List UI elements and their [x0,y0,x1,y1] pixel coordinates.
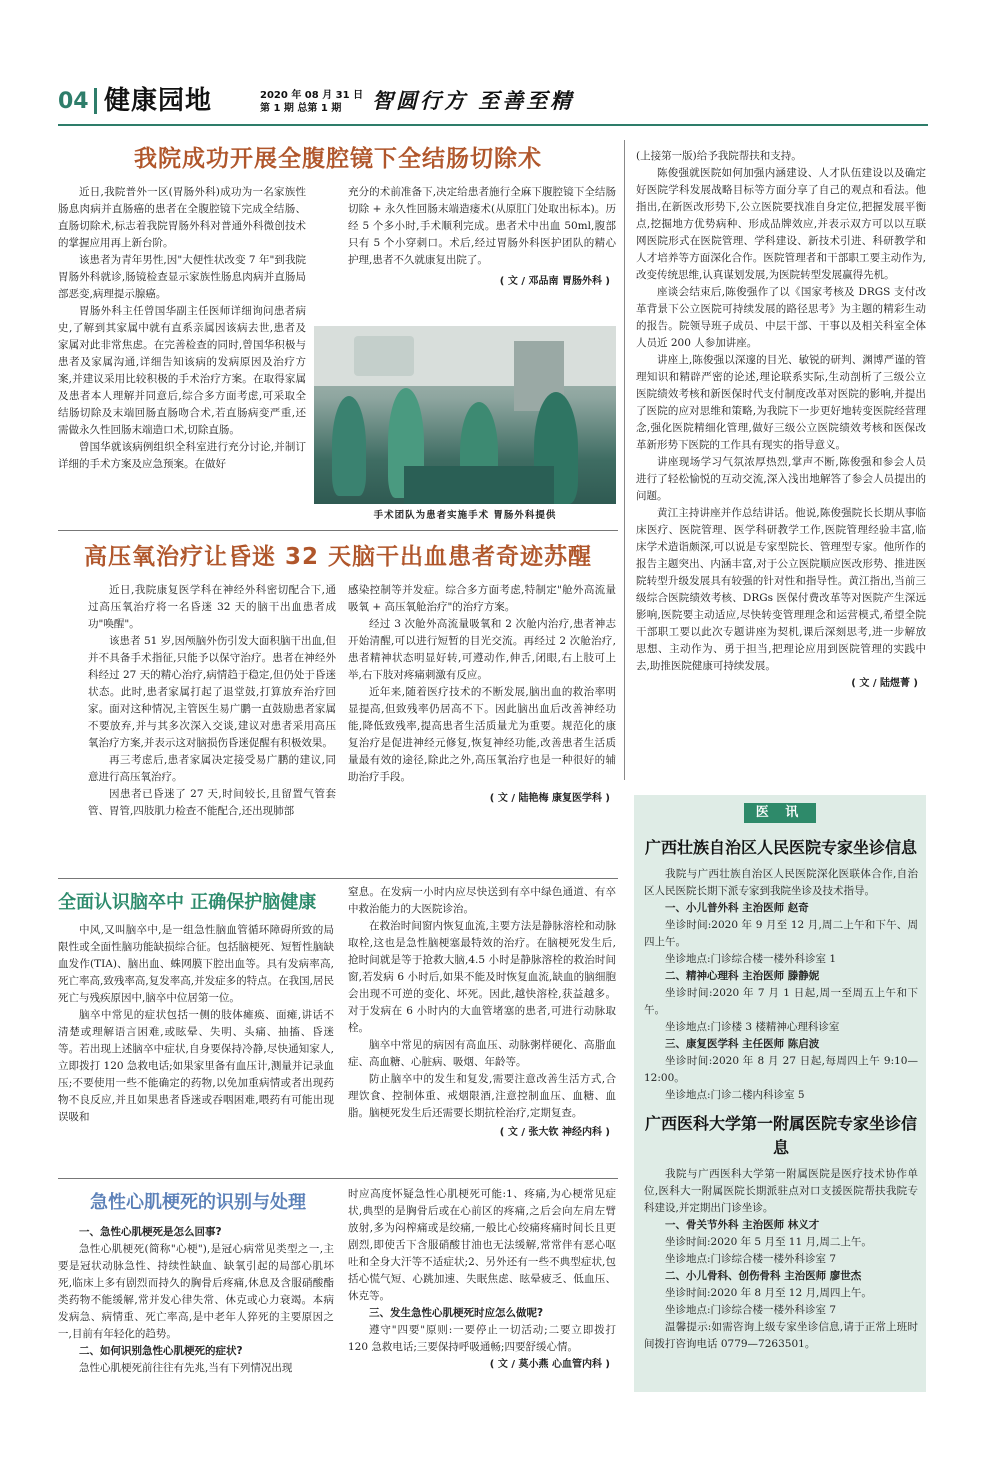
article3-byline: ( 文 / 张大钦 神经内科 ) [499,1127,610,1138]
continued-byline: ( 文 / 陆煜菁 ) [851,678,918,689]
expert-name: 二、小儿骨科、创伤骨科 主治医师 廖世杰 [665,1270,862,1282]
article3-col2 [348,884,616,1141]
expert-time: 坐诊时间:2020 年 5 月至 11 月,周二上午。 [665,1236,872,1248]
article2-title: 高压氧治疗让昏迷 32 天脑干出血患者奇迹苏醒 [83,544,593,570]
article3-para: 中风,又叫脑卒中,是一组急性脑血管循环障碍所致的局限性或全面性脑功能缺损综合征。包括脑梗死、短暂性脑缺血发作(TIA)、脑出血、蛛网膜下腔出血等。具有发病率高,死亡率高,致残率高,复发率高,并发症多的特点。在我国,居民死亡与残疾原因中,脑卒中位居第一位。 [58,924,334,1004]
expert-heading: 广西壮族自治区人民医院专家坐诊信息 [644,838,917,857]
article1-col1 [58,184,306,473]
header-rule [58,124,928,126]
expert-time: 坐诊时间:2020 年 7 月 1 日起,周一至周五上午和下午。 [644,987,918,1016]
expert-intro: 我院与广西壮族自治区人民医院深化医联体合作,自治区人民医院长期下派专家到我院坐诊及技术指导。 [644,868,918,897]
expert-time: 坐诊时间:2020 年 8 月至 12 月,周四上午。 [665,1287,872,1299]
contact-note: 温馨提示:如需咨询上级专家坐诊信息,请于正常上班时间拨打咨询电话 0779—7263501。 [644,1321,918,1350]
article4-subheading: 三、发生急性心肌梗死时应怎么做呢? [369,1307,544,1319]
article3-para: 脑卒中常见的症状包括一侧的肢体瘫痪、面瘫,讲话不清楚或理解语言困难,或眩晕、失明、头痛、抽搐、昏迷等。若出现上述脑卒中症状,自身要保持冷静,尽快通知家人,立即拨打 120 急救电话;如果家里备有血压计,测量并记录血压;不要使用一些不能确定的药物,以免加重病情或者出现药物不良反应,并且如果患者昏迷或吞咽困难,喂药有可能出现误吸和 [58,1009,334,1123]
expert-location: 坐诊地点:门诊楼 3 楼精神心理科诊室 [665,1021,840,1033]
article1-para: 充分的术前准备下,决定给患者施行全麻下腹腔镜下全结肠切除 + 永久性回肠末端造瘘术(从原肛门处取出标本)。历经 5 个多小时,手术顺利完成。患者术中出血 50ml,腹部只有 5 个小穿刺口。术后,经过胃肠外科医护团队的精心护理,患者不久就康复出院了。 [348,186,616,266]
surgery-photo [314,326,616,504]
expert-location: 坐诊地点:门诊综合楼一楼外科诊室 1 [665,953,837,965]
article3-title: 全面认识脑卒中 正确保护脑健康 [58,892,317,913]
article4-title: 急性心肌梗死的识别与处理 [90,1192,306,1213]
expert-time: 坐诊时间:2020 年 9 月至 12 月,周二上午和下午、周四上午。 [644,919,918,948]
section-rule [58,530,618,531]
expert-name: 一、骨关节外科 主治医师 林义才 [665,1219,820,1231]
article1-col2 [348,184,616,290]
article4-subheading: 一、急性心肌梗死是怎么回事? [79,1226,222,1238]
article1-para: 该患者为青年男性,因"大便性状改变 7 年"到我院胃肠外科就诊,肠镜检查显示家族性肠息肉病并直肠局部恶变,病理提示腺癌。 [58,254,306,300]
expert-location: 坐诊地点:门诊综合楼一楼外科诊室 7 [665,1304,837,1316]
article2-para: 感染控制等并发症。综合多方面考虑,特制定"舱外高流量吸氧 + 高压氧舱治疗"的治疗方案。 [348,584,616,613]
motto: 智圆行方 至善至精 [372,88,575,113]
expert-time: 坐诊时间:2020 年 8 月 27 日起,每周四上午 9:10—12:00。 [644,1055,918,1084]
article3-para: 防止脑卒中的发生和复发,需要注意改善生活方式,合理饮食、控制体重、戒烟限酒,注意控制血压、血糖、血脂。脑梗死发生后还需要长期抗栓治疗,定期复查。 [348,1073,616,1119]
continued-para: (上接第一版)给予我院帮扶和支持。 [636,150,802,162]
article4-byline: ( 文 / 莫小燕 心血管内科 ) [489,1359,610,1370]
article4-para: 时应高度怀疑急性心肌梗死可能:1、疼痛,为心梗常见症状,典型的是胸骨后或在心前区的疼痛,之后会向左肩左臂放射,多为闷榨痛或是绞痛,一般比心绞痛疼痛时间长且更剧烈,即使舌下含服硝酸甘油也无法缓解,常常伴有恶心呕吐和全身大汗等不适症状;2、另外还有一些不典型症状,包括心慌气短、心跳加速、失眠焦虑、眩晕疲乏、低血压、休克等。 [348,1188,616,1302]
article2-para: 近日,我院康复医学科在神经外科密切配合下,通过高压氧治疗将一名昏迷 32 天的脑干出血患者成功"唤醒"。 [88,584,336,630]
continued-para: 座谈会结束后,陈俊强作了以《国家考核及 DRGS 支付改革背景下公立医院可持续发展的路径思考》为主题的精彩生动的报告。院领导班子成员、中层干部、干事以及相关科室全体人员近 200 人参加讲座。 [636,286,926,349]
section-rule [58,1178,618,1179]
continued-para: 陈俊强就医院如何加强内涵建设、人才队伍建设以及确定好医院学科发展战略目标等方面分享了自己的观点和看法。他指出,在新医改形势下,公立医院要找准自身定位,把握发展平衡点,挖掘地方优势病种、形成品牌效应,并表示双方可以以互联网医院形式在医院管理、学科建设、新技术引进、科研教学和人才培养等方面深化合作。医院管理者和干部职工要主动作为,改变传统思维,认真谋划发展,为医院转型发展赢得先机。 [636,167,926,281]
article4-para: 急性心肌梗死前往往有先兆,当有下列情况出现 [79,1362,293,1374]
header-divider [94,88,97,114]
article4-para: 急性心肌梗死(简称"心梗"),是冠心病常见类型之一,主要是冠状动脉急性、持续性缺血、缺氧引起的局部心肌坏死,临床上多有剧烈而持久的胸骨后疼痛,休息及含服硝酸酯类药物不能缓解,常并发心律失常、休克或心力衰竭。本病发病急、病情重、死亡率高,是中老年人猝死的主要原因之一,目前有年轻化的趋势。 [58,1243,334,1340]
article2-para: 经过 3 次舱外高流量吸氧和 2 次舱内治疗,患者神志开始清醒,可以进行短暂的目光交流。再经过 2 次舱治疗,患者精神状态明显好转,可遵动作,伸舌,闭眼,右上肢可上举,右下肢对疼痛刺激有反应。 [348,618,616,681]
article2-col1 [88,582,336,820]
article1-para: 近日,我院普外一区(胃肠外科)成功为一名家族性肠息肉病并直肠癌的患者在全腹腔镜下完成全结肠、直肠切除术,标志着我院胃肠外科对普通外科微创技术的掌握应用再上新台阶。 [58,186,306,249]
expert-location: 坐诊地点:门诊二楼内科诊室 5 [665,1089,805,1101]
continued-para: 讲座上,陈俊强以深邃的目光、敏锐的研判、渊博严谨的管理知识和精辟严密的论述,理论联系实际,生动剖析了三级公立医院绩效考核和新医保时代支付制度改革对医院的影响,并提出了医院的应对思维和策略,为我院下一步更好地转变医院经营理念,强化医院精细化管理,做好三级公立医院绩效考核和医保改革新形势下医院的工作具有现实的指导意义。 [636,354,926,451]
expert-heading: 广西医科大学第一附属医院专家坐诊信息 [644,1114,917,1157]
issue-number: 第 1 期 总第 1 期 [260,103,342,114]
article1-para: 曾国华就该病例组织全科室进行充分讨论,并制订详细的手术方案及应急预案。在做好 [58,441,306,470]
article3-col1 [58,922,334,1126]
article4-subheading: 二、如何识别急性心肌梗死的症状? [79,1345,243,1357]
expert-info-section [644,836,918,1353]
expert-intro: 我院与广西医科大学第一附属医院是医疗技术协作单位,医科大一附属医院长期派驻点对口支援医院帮扶我院专科建设,并定期出门诊坐诊。 [644,1168,918,1214]
article4-para: 遵守"四要"原则:一要停止一切活动;二要立即拨打 120 急救电话;三要保持呼吸通畅;四要舒缓心情。 [348,1324,616,1353]
page-number: 04 [58,89,89,114]
article1-para: 胃肠外科主任曾国华副主任医师详细询问患者病史,了解到其家属中就有直系亲属因该病去世,患者及家属对此非常焦虑。在完善检查的同时,曾国华积极与患者及家属沟通,详细告知该病的发病原因及治疗方案,并建议采用比较积极的手术治疗方案。在取得家属及患者本人理解并同意后,综合多方面考虑,可采取全结肠切除及末端回肠直肠吻合术,若直肠病变严重,还需做永久性回肠末端造口术,切除直肠。 [58,305,306,436]
article3-para: 脑卒中常见的病因有高血压、动脉粥样硬化、高脂血症、高血糖、心脏病、吸烟、年龄等。 [348,1039,616,1068]
continued-article [636,148,926,692]
article3-para: 窒息。在发病一小时内应尽快送到有卒中绿色通道、有卒中救治能力的大医院诊治。 [348,886,616,915]
issue-date: 2020 年 08 月 31 日 [260,90,364,101]
photo-caption: 手术团队为患者实施手术 胃肠外科提供 [373,510,557,521]
article4-col2 [348,1186,616,1373]
expert-name: 三、康复医学科 主任医师 陈启波 [665,1038,820,1050]
section-rule [58,878,618,879]
article1-byline: ( 文 / 邓品南 胃肠外科 ) [499,276,610,287]
article1-title: 我院成功开展全腹腔镜下全结肠切除术 [134,146,542,172]
issue-info [260,89,363,115]
medical-news-tab: 医 讯 [744,803,816,823]
column-divider [624,140,625,780]
article2-para: 因患者已昏迷了 27 天,时间较长,且留置气管套管、胃管,四肢肌力检查不能配合,还出现肺部 [88,788,336,817]
continued-para: 黄江主持讲座并作总结讲话。他说,陈俊强院长长期从事临床医疗、医院管理、医学科研教学工作,医院管理经验丰富,临床学术造诣颇深,可以说是专家型院长、管理型专家。他所作的报告主题突出、内涵丰富,对于公立医院顺应医改形势、推进医院转型升级发展具有较强的针对性和指导性。黄江指出,当前三级综合医院绩效考核、DRGs 医保付费改革等对医院产生深远影响,医院要主动适应,尽快转变管理理念和运营模式,希望全院干部职工要以此次专题讲座为契机,课后深刻思考,进一步解放思想、主动作为、勇于担当,把理论应用到医院管理的实践中去,助推医院健康可持续发展。 [636,507,926,672]
article4-col1 [58,1224,334,1377]
article2-para: 近年来,随着医疗技术的不断发展,脑出血的救治率明显提高,但致残率仍居高不下。因此脑出血后改善神经功能,降低致残率,提高患者生活质量尤为重要。规范化的康复治疗是促进神经元修复,恢复神经功能,改善患者生活质量最有效的途径,除此之外,高压氧治疗也是一种很好的辅助治疗手段。 [348,686,616,783]
article3-para: 在救治时间窗内恢复血流,主要方法是静脉溶栓和动脉取栓,这也是急性脑梗塞最特效的治疗。在脑梗死发生后,抢时间就是等于抢救大脑,4.5 小时是静脉溶栓的救治时间窗,若发病 6 小时后,如果不能及时恢复血流,缺血的脑细胞会出现不可逆的变化、坏死。因此,越快溶栓,获益越多。对于发病在 6 小时内的大血管堵塞的患者,可进行动脉取栓。 [348,920,616,1034]
article2-para: 该患者 51 岁,因颅脑外伤引发大面积脑干出血,但并不具备手术指征,只能予以保守治疗。患者在神经外科经过 27 天的精心治疗,病情趋于稳定,但仍处于昏迷状态。此时,患者家属打起了退堂鼓,打算放弃治疗回家。面对这种情况,主管医生易广鹏一直鼓励患者家属不要放弃,并与其多次深入交谈,建议对患者采用高压氧治疗方案,并表示这对脑损伤昏迷促醒有积极效果。 [88,635,336,749]
article2-byline: ( 文 / 陆艳梅 康复医学科 ) [489,793,610,804]
expert-location: 坐诊地点:门诊综合楼一楼外科诊室 7 [665,1253,837,1265]
expert-name: 一、小儿普外科 主治医师 赵奇 [665,902,809,914]
section-title: 健康园地 [104,86,213,116]
expert-name: 二、精神心理科 主治医师 滕静妮 [665,970,820,982]
article2-col2 [348,582,616,807]
article2-para: 再三考虑后,患者家属决定接受易广鹏的建议,同意进行高压氧治疗。 [88,754,336,783]
continued-para: 讲座现场学习气氛浓厚热烈,掌声不断,陈俊强和参会人员进行了轻松愉悦的互动交流,深入浅出地解答了参会人员提出的问题。 [636,456,926,502]
